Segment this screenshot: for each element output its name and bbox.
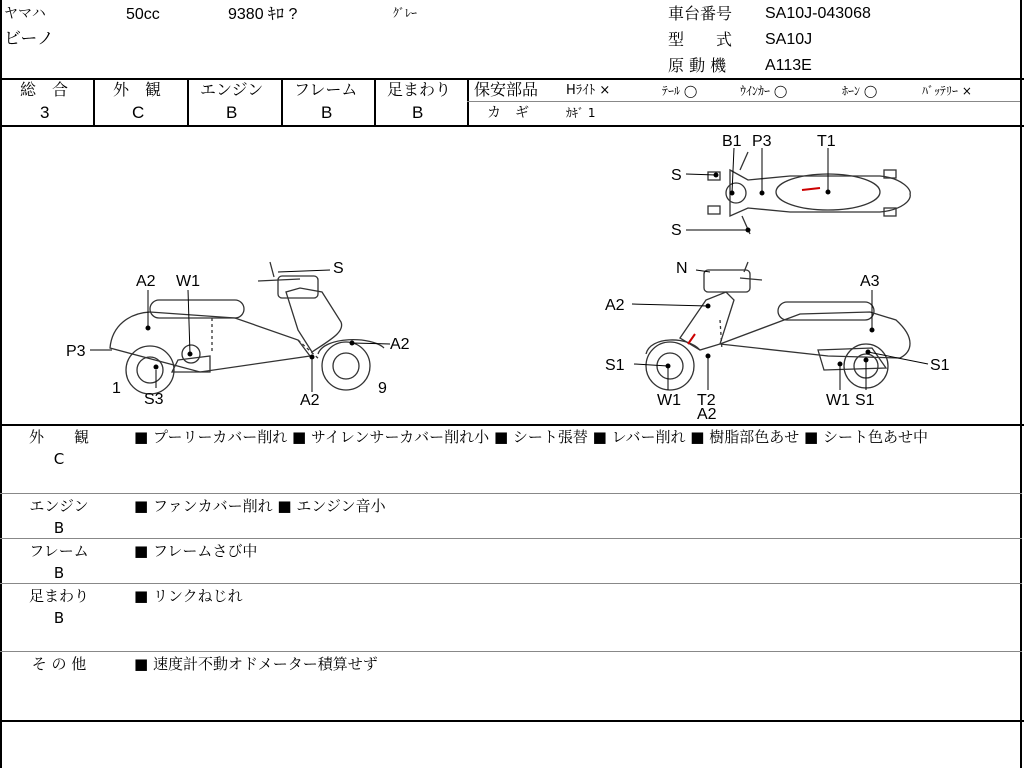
label-left: A2 xyxy=(300,392,320,409)
label-top: T1 xyxy=(817,133,836,150)
label-right: T2 xyxy=(697,392,716,409)
safety-horn: ﾎｰﾝ ◯ xyxy=(842,84,878,98)
remark-category-label: 足まわり xyxy=(28,587,89,605)
grade-label-overall: 総 合 xyxy=(20,80,69,99)
engine-code: A113E xyxy=(765,57,812,74)
remark-category-other xyxy=(24,653,94,675)
label-right: W1 xyxy=(657,392,681,409)
label-top: P3 xyxy=(752,133,772,150)
label-right: A2 xyxy=(605,297,625,314)
label-right: W1 xyxy=(826,392,850,409)
remark-grade: B xyxy=(53,564,65,582)
label-right: N xyxy=(676,260,688,277)
remark-category-engine xyxy=(24,495,94,539)
safety-winker: ｳｲﾝｶｰ ◯ xyxy=(740,84,788,98)
remark-category-label: フレーム xyxy=(29,542,89,560)
remark-grade: B xyxy=(53,519,65,537)
displacement: 50cc xyxy=(126,6,160,23)
scratch-mark xyxy=(688,334,695,344)
grade-value-exterior: C xyxy=(132,103,145,122)
remark-category-suspension xyxy=(24,585,94,629)
label-right: A3 xyxy=(860,273,880,290)
grade-col-divider xyxy=(187,78,189,126)
grade-value-suspension: B xyxy=(412,103,424,122)
remark-divider xyxy=(0,538,1022,539)
label-right: S1 xyxy=(930,357,950,374)
model-code: SA10J xyxy=(765,31,813,48)
label-left: P3 xyxy=(66,343,86,360)
model-name: ビーノ xyxy=(4,29,54,49)
label-left: W1 xyxy=(176,273,200,290)
right-view-labels xyxy=(605,260,950,423)
grade-label-exterior: 外 観 xyxy=(113,80,162,99)
remark-divider xyxy=(0,651,1022,652)
label-left: S3 xyxy=(144,391,164,408)
label-top: S xyxy=(671,222,682,239)
grade-label-engine: エンジン xyxy=(200,80,264,99)
damage-diagram xyxy=(0,127,1024,425)
label-top: B1 xyxy=(722,133,742,150)
frame-no-label: 車台番号 xyxy=(668,4,733,23)
remark-grade: C xyxy=(53,450,65,468)
remark-category-frame xyxy=(24,540,94,584)
label-left: S xyxy=(333,260,344,277)
scooter-top-view xyxy=(708,152,910,234)
remark-text-engine: ■ ファンカバー削れ ■ エンジン音小 xyxy=(134,497,386,515)
label-left: 1 xyxy=(112,380,121,397)
label-right: S1 xyxy=(855,392,875,409)
remark-divider xyxy=(0,583,1022,584)
remark-text-other: ■ 速度計不動オドメーター積算せず xyxy=(134,655,378,673)
mileage: 9380 ｷﾛ ? xyxy=(228,6,298,23)
grade-value-frame: B xyxy=(321,103,333,122)
grade-label-frame: フレーム xyxy=(294,80,358,99)
remark-text-frame: ■ フレームさび中 xyxy=(134,542,258,560)
remark-text-exterior: ■ プーリーカバー削れ ■ サイレンサーカバー削れ小 ■ シート張替 ■ レバー削れ ■ 樹脂部色あせ ■ シート色あせ中 xyxy=(134,428,928,446)
remark-category-label: エンジン xyxy=(29,497,89,515)
label-left: A2 xyxy=(390,336,410,353)
remark-category-label: そ の 他 xyxy=(31,655,87,673)
safety-tail: ﾃｰﾙ ◯ xyxy=(662,84,698,98)
grade-value-engine: B xyxy=(226,103,238,122)
label-right: A2 xyxy=(697,406,717,423)
grade-col-divider xyxy=(467,78,469,126)
engine-label: 原 動 機 xyxy=(668,56,727,75)
label-top: S xyxy=(671,167,682,184)
label-left: A2 xyxy=(136,273,156,290)
safety-headlight: Hﾗｲﾄ × xyxy=(566,83,611,98)
key-label: カ ギ xyxy=(487,105,529,121)
body-color: ｸﾞﾚｰ xyxy=(393,6,418,20)
remark-grade: B xyxy=(53,609,65,627)
safety-label: 保安部品 xyxy=(474,80,539,99)
scratch-mark xyxy=(802,188,820,190)
model-code-label: 型 式 xyxy=(668,30,733,49)
remark-category-exterior xyxy=(24,426,94,470)
remark-text-suspension: ■ リンクねじれ xyxy=(134,587,243,605)
bottom-divider xyxy=(0,720,1024,722)
label-left: 9 xyxy=(378,380,387,397)
grade-value-overall: 3 xyxy=(40,103,50,122)
right-view-callouts xyxy=(632,270,928,390)
grade-label-suspension: 足まわり xyxy=(387,80,452,99)
maker: ヤマハ xyxy=(4,6,46,22)
safety-battery: ﾊﾞｯﾃﾘｰ × xyxy=(922,84,972,98)
grade-col-divider xyxy=(374,78,376,126)
top-view-labels xyxy=(671,133,836,239)
label-right: S1 xyxy=(605,357,625,374)
key-value: ｶｷﾞ 1 xyxy=(566,106,596,120)
left-view-callouts xyxy=(90,270,390,392)
frame-no: SA10J-043068 xyxy=(765,5,871,22)
grade-col-divider xyxy=(93,78,95,126)
remark-divider xyxy=(0,493,1022,494)
remark-category-label: 外 観 xyxy=(28,428,89,446)
grade-col-divider xyxy=(281,78,283,126)
safety-row-divider xyxy=(467,101,1020,102)
